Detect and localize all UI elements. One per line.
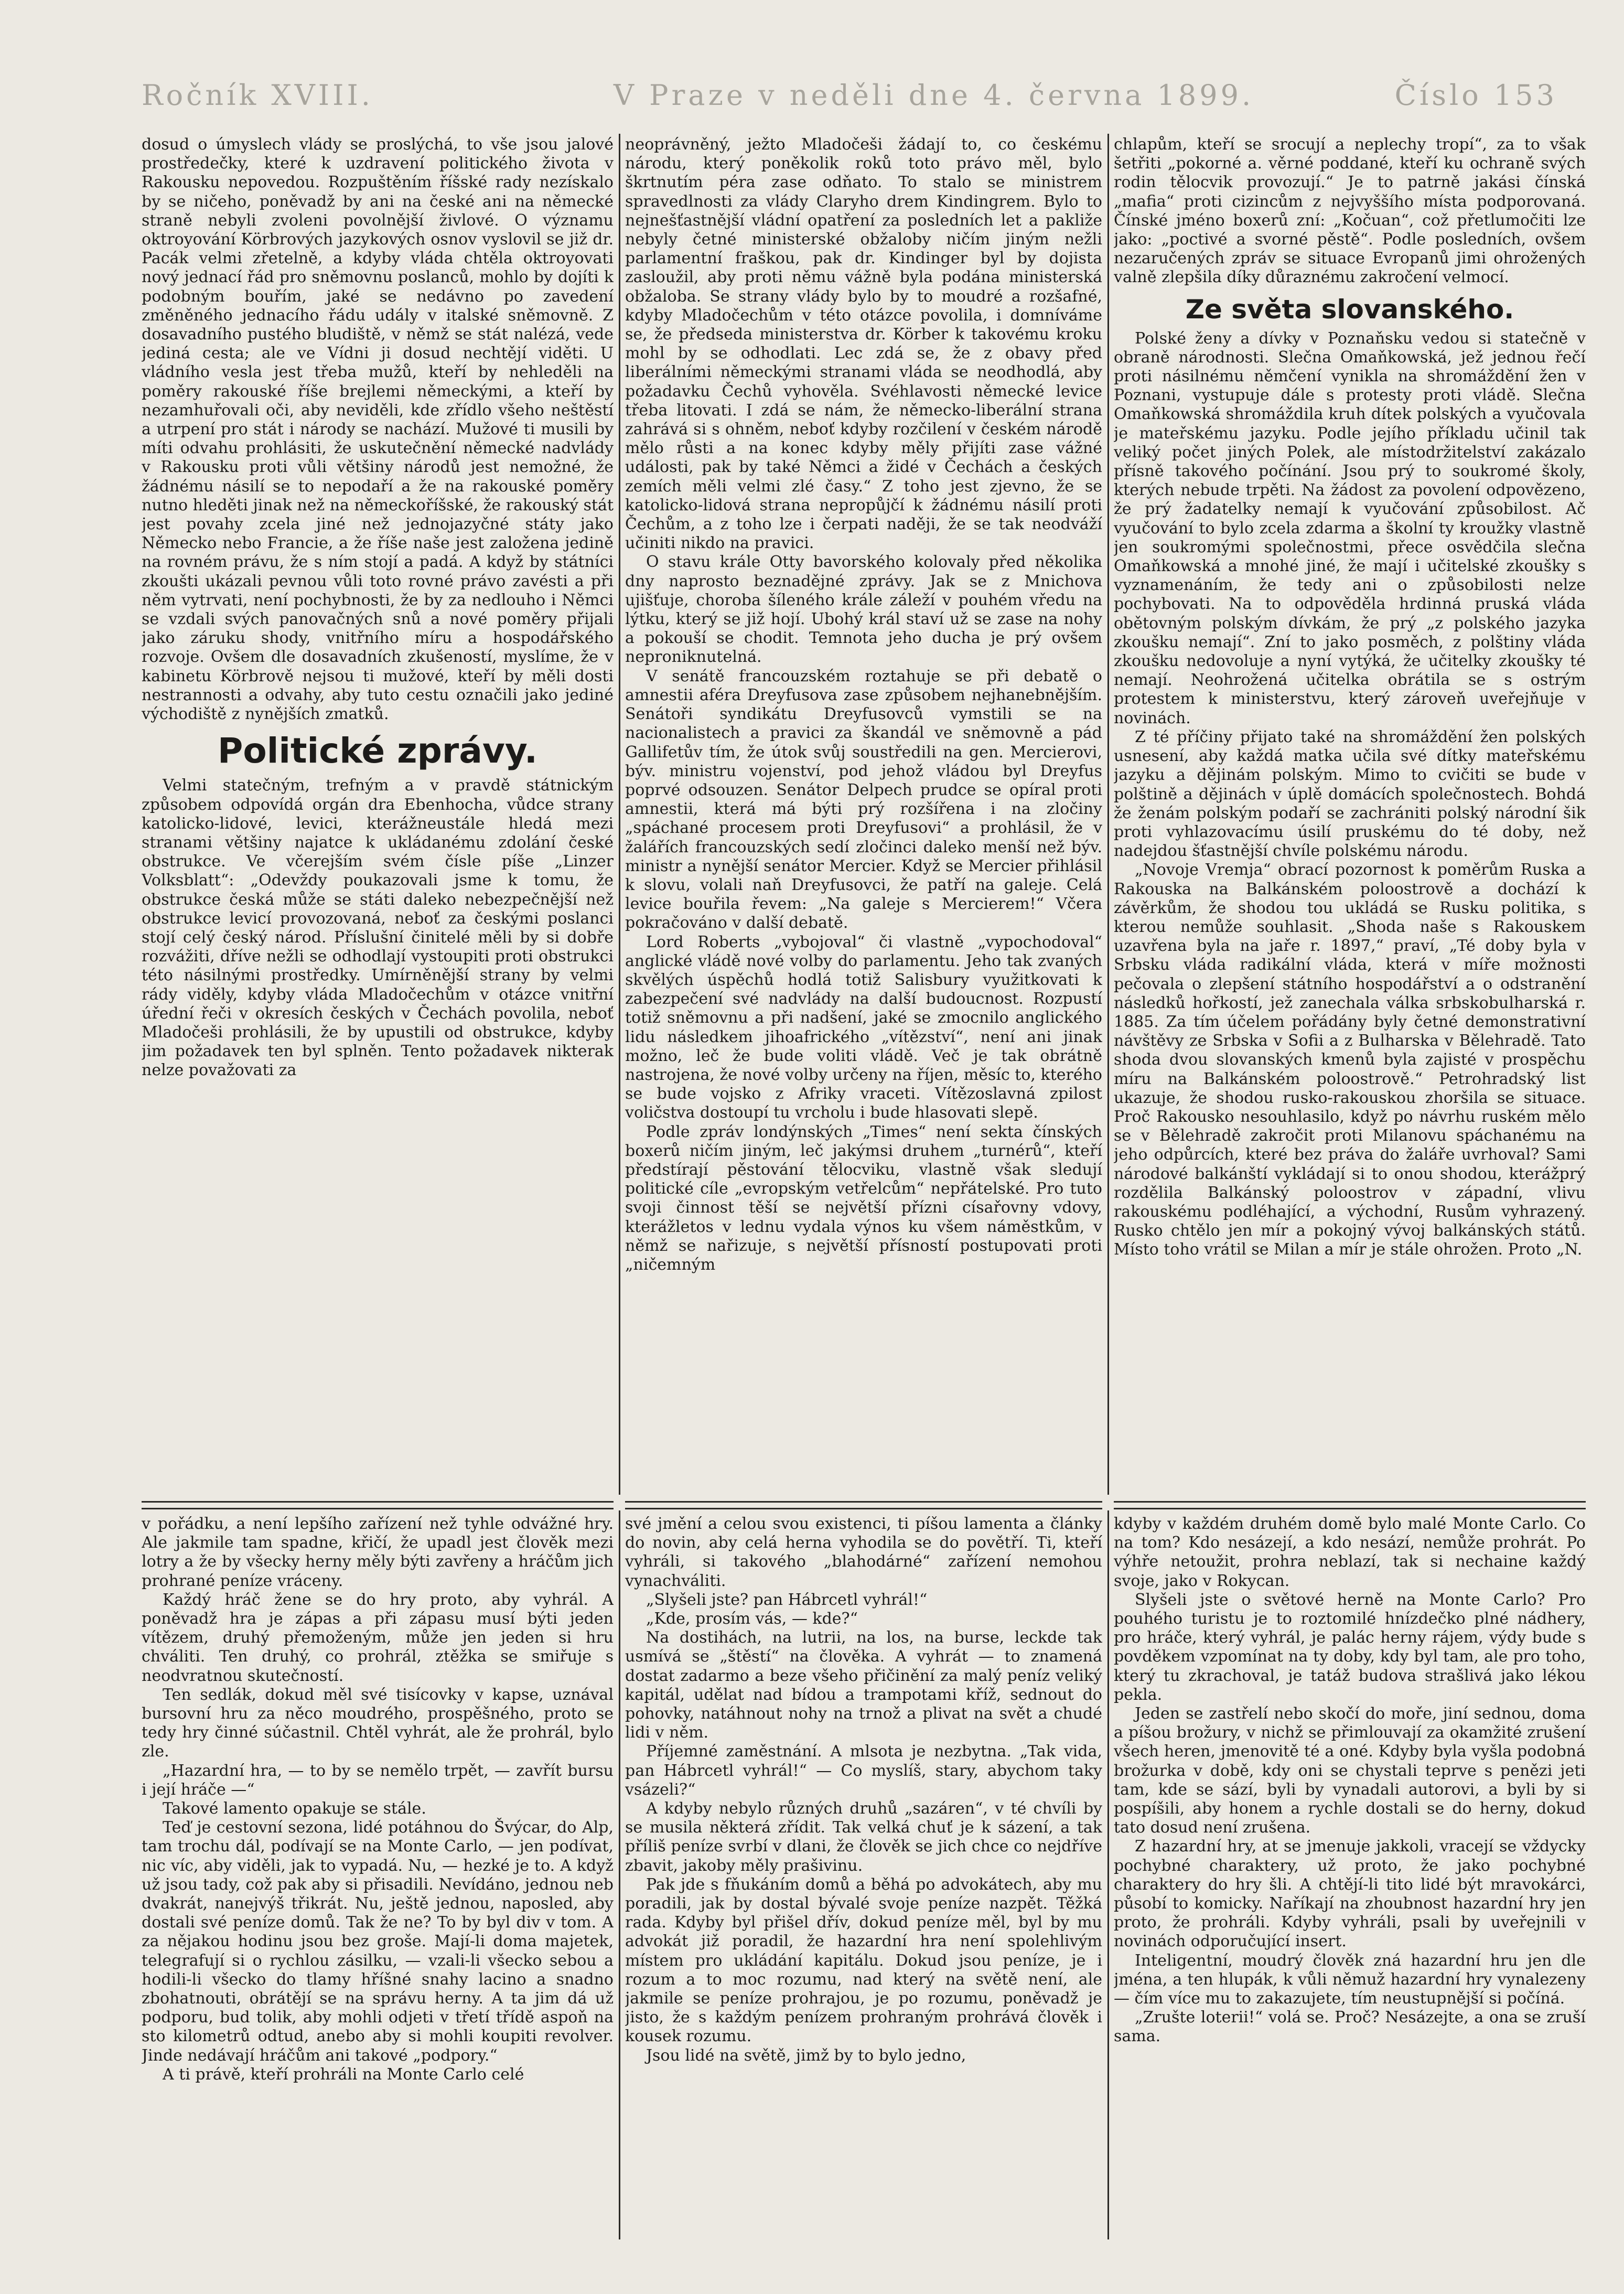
article-column-1 [142,135,614,1499]
feuilleton-column-3 [1114,1515,1586,2238]
feuilleton-paragraph: Příjemné zaměstnání. A mlsota je nezbytna. „Tak vida, pan Hábrcetl vyhrál!“ — Co myslíš, stary, abychom taky vsázeli?“ [625,1742,1102,1799]
feuilleton-paragraph: v pořádku, a není lepšího zařízení než tyhle odvážné hry. Ale jakmile tam spadne, křičí, že upadl jest člověk mezi lotry a že by všecky herny měly býti zavřeny a hráčům jich prohrané peníze vráceny. [142,1515,614,1590]
article-paragraph: O stavu krále Otty bavorského kolovaly před několika dny naprosto beznadějné zprávy. Jak se z Mnichova ujišťuje, choroba šíleného krále záleží v pouhém vředu na lýtku, který se již hojí. Ubohý král staví už se zase na nohy a pokouší se chodit. Temnota jeho ducha je prý ovšem neproniknutelná. [625,553,1102,667]
column-divider [619,134,620,1495]
feuilleton-paragraph: „Slyšeli jste? pan Hábrcetl vyhrál!“ [646,1590,928,1609]
article-paragraph: chlapům, kteří se srocují a neplechy tropí“, za to však šetřiti „pokorné a. věrné poddané, kteří ku ochraně svých rodin tělocvik provozují.“ Je to patrně jakási čínská „mafia“ proti cizincům z nejvyššího místa podporovaná. Čínské jméno boxerů zní: „Kočuan“, což přetlumočiti lze jako: „poctivé a svorné pěstě“. Podle posledních, ovšem nezaručených zpráv se situace Evropanů jimi ohrožených valně zlepšila díky důraznému zakročení velmocí. [1114,135,1586,287]
article-paragraph: neoprávněný, ježto Mladočeši žádají to, co českému národu, který poněkolik roků toto právo měl, bylo škrtnutím péra zase odňato. To stalo se ministrem spravedlnosti za vlády Claryho drem Kindingrem. Bylo to nejnešťastnější vládní opatření za posledních let a pakliže nebyly četné ministerské obžaloby ničím jiným nežli parlamentní fraškou, pak dr. Kindinger byl by dojista zasloužil, aby proti němu vážně byla podána ministerská obžaloba. Se strany vlády bylo by to moudré a rozšafné, kdyby Mladočechům v této otázce povolila, i domníváme se, že předseda ministerstva dr. Körber k takovému kroku mohl by se odhodlati. Lec zdá se, že z obavy před liberálními německými stranami vláda se neodhodlá, aby požadavku Čechů vyhověla. Svéhlavosti německé levice třeba litovati. I zdá se nám, že německo-liberální strana zahrává si s ohněm, neboť kdyby rozčilení v českém národě mělo růsti a na konec kdyby měly přijíti zase vážné události, pak by také Němci a židé v Čechách a českých zemích měli velmi zlé časy.“ Z toho jest zjevno, že se katolicko-lidová strana nepropůjčí k žádnému násilí proti Čechům, a z toho lze i čerpati naději, že se tak neodváží učiniti nikdo na pravici. [625,135,1102,553]
feuilleton-paragraph: Na dostihách, na lutrii, na los, na burse, leckde tak usmívá se „štěstí“ na člověka. A vyhrát — to znamená dostat zadarmo a beze všeho přičinění za malý peníz veliký kapitál, udělat nad bídou a trampotami kříž, sednout do pohovky, natáhnout nohy na trnož a plivat na svět a chudé lidi v něm. [625,1628,1102,1742]
feuilleton-column-2 [625,1515,1102,2238]
feuilleton-paragraph: Inteligentní, moudrý člověk zná hazardní hru jen dle jména, a ten hlupák, k vůli němuž hazardní hry vynalezeny — čím více mu to zakazujete, tím neustupnější si počíná. [1114,1951,1586,2008]
article-paragraph: Velmi statečným, trefným a v pravdě státnickým způsobem odpovídá orgán dra Ebenhocha, vůdce strany katolicko-lidové, levici, kterážneustále hledá mezi stranami většiny najatce k ukládanému zdolání české obstrukce. Ve včerejším svém čísle píše „Linzer Volksblatt“: „Odevždy poukazovali jsme k tomu, že obstrukce česká může se státi daleko nebezpečnější než obstrukce levicí provozovaná, neboť za českými poslanci stojí celý český národ. Příslušní činitelé měli by si dobře rozvážiti, dříve nežli se odhodlají vystoupiti proti obstrukci této násilnými prostředky. Umírněnější strany by velmi rády viděly, kdyby vláda Mladočechům v otázce vnitřní úřední řeči v okresích českých v Čechách povolila, neboť Mladočeši prohlásili, že by upustili od obstrukce, kdyby jim požadavek ten byl splněn. Tento požadavek nikterak nelze považovati za [142,776,614,1080]
feuilleton-separator [625,1501,1102,1509]
feuilleton-paragraph: Takové lamento opakuje se stále. [163,1799,426,1818]
feuilleton-paragraph: Pak jde s fňukáním domů a běhá po advokátech, aby mu poradili, jak by dostal bývalé svoje peníze nazpět. Těžká rada. Kdyby byl přišel dřív, dokud peníze měl, byl by mu advokát již poradil, že hazardní hra není spolehlivým místem pro ukládání kapitálu. Dokud jsou peníze, je i rozum a to moc rozumu, nad který na světě není, ale jakmile se peníze prohrajou, je po rozumu, poněvadž je jisto, že s každým penízem prohraným prohrává člověk i kousek rozumu. [625,1875,1102,2046]
article-column-3 [1114,135,1586,1499]
header-issue-number: Číslo 153 [1394,79,1557,112]
feuilleton-separator [1114,1501,1586,1509]
feuilleton-column-1 [142,1515,614,2238]
feuilleton-paragraph: Z hazardní hry, at se jmenuje jakkoli, vracejí se vždycky pochybné charaktery, už proto, že jako pochybné charaktery do hry šli. A chtějí-li tito lidé být mravokárci, působí to komicky. Naříkají na zhoubnost hazardní hry jen proto, že prohráli. Kdyby vyhráli, psali by uveřejnili v novinách odporučující insert. [1114,1837,1586,1951]
feuilleton-paragraph: „Zrušte loterii!“ volá se. Proč? Nesázejte, a ona se zruší sama. [1114,2008,1586,2046]
feuilleton-paragraph: Jeden se zastřelí nebo skočí do moře, jiní sednou, doma a píšou brožury, v nichž se přimlouvají za okamžité zrušení všech heren, jmenovitě té a oné. Kdyby byla vyšla podobná brožurka v době, kdy oni se chystali teprve s penězi jeti tam, kde se sází, byli by vynadali autorovi, a byli by si pospíšili, aby honem a rychle dostali se do herny, dokud tato dosud není zrušena. [1114,1705,1586,1837]
feuilleton-paragraph: „Kde, prosím vás, — kde?“ [646,1610,858,1628]
feuilleton-paragraph: Jsou lidé na světě, jimž by to bylo jedno, [646,2046,966,2065]
column-divider [1107,134,1109,1495]
article-paragraph: V senátě francouzském roztahuje se při debatě o amnestii aféra Dreyfusova zase způsobem nejhanebnějším. Senátoři syndikátu Dreyfusovců vymstili se na nacionalistech a pravici za škandál ve sněmovně a pád Gallifetův tím, že útok svůj soustředili na gen. Mercierovi, býv. ministru vojenství, pod jehož vládou byl Dreyfus poprvé odsouzen. Senátor Delpech prudce se opíral proti amnestii, která má býti prý rozšířena i na zločiny „spáchané procesem proti Dreyfusovi“ a prohlásil, že v žalářích francouzských sedí zločinci daleko menší než býv. ministr a nynější senátor Mercier. Když se Mercier přihlásil k slovu, volali naň Dreyfusovci, že patří na galeje. Celá levice bouřila řevem: „Na galeje s Mercierem!“ Včera pokračováno v další debatě. [625,667,1102,932]
header-date: V Praze v neděli dne 4. června 1899. [614,79,1254,112]
feuilleton-paragraph: Teď je cestovní sezona, lidé potáhnou do Švýcar, do Alp, tam trochu dál, podívají se na Monte Carlo, — jen podívat, nic víc, aby viděli, jak to vypadá. Nu, — hezké je to. A když už jsou tady, což pak aby si přisadili. Nevídáno, jednou neb dvakrát, nanejvýš třikrát. Nu, ještě jednou, naposled, aby dostali své peníze domů. Tak že ne? To by byl div v tom. A za nějakou hodinu jsou bez groše. Mají-li doma majetek, telegrafují si o rychlou zásilku, — vzali-li všecko sebou a hodili-li všecko do tlamy hříšné snahy lacino a snadno zbohatnouti, obrátějí se na správu herny. A ta jim dá už podporu, bud tolik, aby mohli odjeti v třetí třídě aspoň na sto kilometrů odtud, anebo aby si mohli koupiti revolver. Jinde nedávají hráčům ani takové „podpory.“ [142,1818,614,2065]
page-running-header [142,79,1557,131]
feuilleton-paragraph: Ten sedlák, dokud měl své tisícovky v kapse, uznával bursovní hru za něco moudrého, prospěšného, proto se tedy hry činné súčastnil. Chtěl vyhrát, ale že prohrál, bylo zle. [142,1685,614,1761]
header-volume: Ročník XVIII. [142,79,373,112]
article-paragraph: Polské ženy a dívky v Poznaňsku vedou si statečně v obraně národnosti. Slečna Omaňkowská, jež jednou řečí proti násilnému němčení vynikla na shromáždění žen v Poznani, vystupuje dále s protesty proti vládě. Slečna Omaňkowská shromáždila kruh dítek polských a vyučovala je mateřskému jazyku. Podle jejího příkladu učinil tak veliký počet jiných Polek, ale místodržitelství zakázalo přísně takového počínání. Jsou prý to soukromé školy, kterých nebude trpěti. Na žádost za povolení odpovězeno, že prý žadatelky nemají k vyučování způsobilost. Ač vyučování to bylo zcela zdarma a školní ty kroužky vlastně jen soukromými společnostmi, přece osvědčila slečna Omaňkowská a mnohé jiné, že mají i učitelské zkoušky s vyznamenáním, že tedy ani o způsobilosti nelze pochybovati. Na to odpověděla hrdinná pruská vláda obětovným polským dívkám, že prý „z polského jazyka zkoušku nemají“. Zní to jako posměch, z polštiny vláda zkoušku nedovoluje a nyní vytýká, že učitelky zkoušky té nemají. Neohrožená učitelka obrátila se s ostrým protestem k ministerstvu, který zároveň uveřejňuje v novinách. [1114,329,1586,727]
section-heading-politicke-zpravy: Politické zprávy. [218,731,537,771]
article-column-2 [625,135,1102,1499]
article-paragraph: Z té příčiny přijato také na shromáždění žen polských usnesení, aby každá matka učila své dítky mateřskému jazyku a dějinám polským. Mimo to cvičiti se bude v polštině a dějinách v úplě domácích společnostech. Bohdá že ženám polským podaří se zachrániti polský národní šik proti vyhlazovacímu úsilí pruskému do té doby, než nadejdou šťastnější chvíle polskému národu. [1114,727,1586,861]
feuilleton-paragraph: „Hazardní hra, — to by se nemělo trpět, — zavřít bursu i její hráče —“ [142,1761,614,1799]
article-paragraph: Lord Roberts „vybojoval“ či vlastně „vypochodoval“ anglické vládě nové volby do parlamentu. Jeho tak zvaných skvělých úspěchů hodlá totiž Salisbury využitkovati k zabezpečení své nadvlády na další budoucnost. Rozpustí totiž sněmovnu a při nadšení, jaké se zmocnilo anglického lidu následkem jihoafrického „vítězství“, není ani jinak možno, leč že bude voliti vládě. Več je tak obrátně nastrojena, že nové volby určeny na říjen, měsíc to, kterého se bude vojsko z Afriky vraceti. Vítězoslavná zpilost voličstva dostoupí tu vrcholu i bude hlasovati slepě. [625,932,1102,1122]
feuilleton-paragraph: A ti právě, kteří prohráli na Monte Carlo celé [163,2065,524,2084]
column-divider [1107,1510,1109,2239]
article-paragraph: „Novoje Vremja“ obrací pozornost k poměrům Ruska a Rakouska na Balkánském poloostrově a dochází k závěrkům, že shodou tou ukládá se Rusku politika, s kterou nemůže souhlasit. „Shoda naše s Rakouskem uzavřena byla na jaře r. 1897,“ praví, „Té doby byla v Srbsku vláda radikální vláda, která v míře možnosti pečovala o zlepšení státního hospodářství a o odstranění následků hořkostí, jež zanechala válka srbskobulharská r. 1885. Za tím účelem pořádány byly četné demonstrativní návštěvy ze Srbska v Sofii a z Bulharska v Bělehradě. Tato shoda dvou slovanských kmenů byla zajisté v prospěchu míru na Balkánském poloostrově.“ Petrohradský list ukazuje, že shodou rusko-rakouskou zhoršila se situace. Proč Rakousko nesouhlasilo, když po návrhu ruském mělo se v Bělehradě zakročit proti Milanovu spáchanému na jeho odpůrcích, které bez práva do žaláře uvrhoval? Sami národové balkánští vykládají si to onou shodou, kterážprý rozdělila Balkánský poloostrov v západní, vlivu rakouskému podléhající, a východní, Rusům vyhrazený. Rusko chtělo jen mír a pokojný vývoj balkánských států. Místo toho vrátil se Milan a mír je stále ohrožen. Proto „N. [1114,861,1586,1259]
feuilleton-paragraph: své jmění a celou svou existenci, ti píšou lamenta a články do novin, aby celá herna vyhodila se do povětří. Ti, kteří vyhráli, si takového „blahodárné“ zařízení nemohou vynachváliti. [625,1515,1102,1590]
feuilleton-paragraph: kdyby v každém druhém domě bylo malé Monte Carlo. Co na tom? Kdo nesázejí, a kdo nesází, nemůže prohrát. Po výhře netoužit, prohra neblazí, tak si nechaine každý svoje, jako v Rokycan. [1114,1515,1586,1590]
feuilleton-paragraph: Slyšeli jste o světové herně na Monte Carlo? Pro pouhého turistu je to roztomilé hnízdečko plné nádhery, pro hráče, který vyhrál, je palác herny rájem, výdy bude s povděkem vzpomínat na ty doby, kdy byl tam, ale pro toho, který tu zkrachoval, je tatáž budova strašlivá jako lékou pekla. [1114,1590,1586,1704]
article-paragraph: Podle zpráv londýnských „Times“ není sekta čínských boxerů ničím jiným, leč jakýmsi druhem „turnérů“, kteří předstírají pěstování tělocviku, vlastně však sledují politické cíle „evropským vetřelcům“ nepřátelské. Pro tuto svoji činnost těší se největší přízni císařovny vdovy, kterážletos v lednu vydala výnos ku všem náměstkům, v němž se nařizuje, s největší přísností postupovati proti „ničemným [625,1122,1102,1274]
column-divider [619,1510,620,2239]
section-heading-ze-sveta-slovanskeho: Ze světa slovanského. [1185,294,1514,325]
feuilleton-paragraph: A kdyby nebylo různých druhů „sazáren“, v té chvíli by se musila některá zřídit. Tak velká chuť je k sázení, a tak příliš peníze svrbí v dlani, že člověk se jich chce co nejdříve zbavit, jakoby měly prašivinu. [625,1799,1102,1875]
article-paragraph: dosud o úmyslech vlády se proslýchá, to vše jsou jalové prostředečky, které k uzdravení politického života v Rakousku nepovedou. Rozpuštěním říšské rady nezískalo by se ničeho, poněvadž by ani na české ani na německé straně nebyli zvoleni povolnější živlové. O významu oktroyování Körbrových jazykových osnov vyslovil se již dr. Pacák velmi zřetelně, a kdyby vláda chtěla oktroyovati nový jednací řád pro sněmovnu poslanců, mohlo by dojíti k podobným bouřím, jaké se nedávno po zavedení změněného jednacího řádu udály v italské sněmovně. Z dosavadního pustého bludiště, v němž se stát nalézá, vede jediná cesta; ale ve Vídni ji dosud nechtějí viděti. U vládního vesla jest třeba mužů, kteří by nehleděli na poměry rakouské říše brejlemi německými, a kteří by nezamhuřovali oči, aby neviděli, kde zřídlo všeho neštěstí a utrpení pro stát i národy se nachází. Mužové ti musili by míti odvahu prohlásiti, že uskutečnění německé nadvlády v Rakousku proti vůli většiny národů jest nemožné, že žádnému násilí se to nepodaří a že na rakouské poměry nutno hleděti jinak než na německoříšské, že rakouský stát jest povahy zcela jiné než jednojazyčné státy jako Německo nebo Francie, a že říše naše jest založena jedině na rovném právu, že s ním stojí a padá. A když by státníci zkoušti ukázali pevnou vůli toto rovné právo zavésti a při něm vytrvati, není pochybnosti, že by za nedlouho i Němci se vzdali svých panovačných snů a nové poměry přijali jako záruku shody, vnitřního míru a hospodářského rozvoje. Ovšem dle dosavadních zkušeností, myslíme, že v kabinetu Körbrově nejsou ti mužové, kteří by měli dosti nestrannosti a odvahy, aby tuto cestu označili jako jediné východiště z nynějších zmatků. [142,135,614,724]
feuilleton-paragraph: Každý hráč žene se do hry proto, aby vyhrál. A poněvadž hra je zápas a při zápasu musí býti jeden vítězem, druhý přemoženým, může jen jeden si hru chváliti. Ten druhý, co prohrál, ztěžka se smiřuje s neodvratnou skutečností. [142,1590,614,1685]
feuilleton-separator [142,1501,614,1509]
